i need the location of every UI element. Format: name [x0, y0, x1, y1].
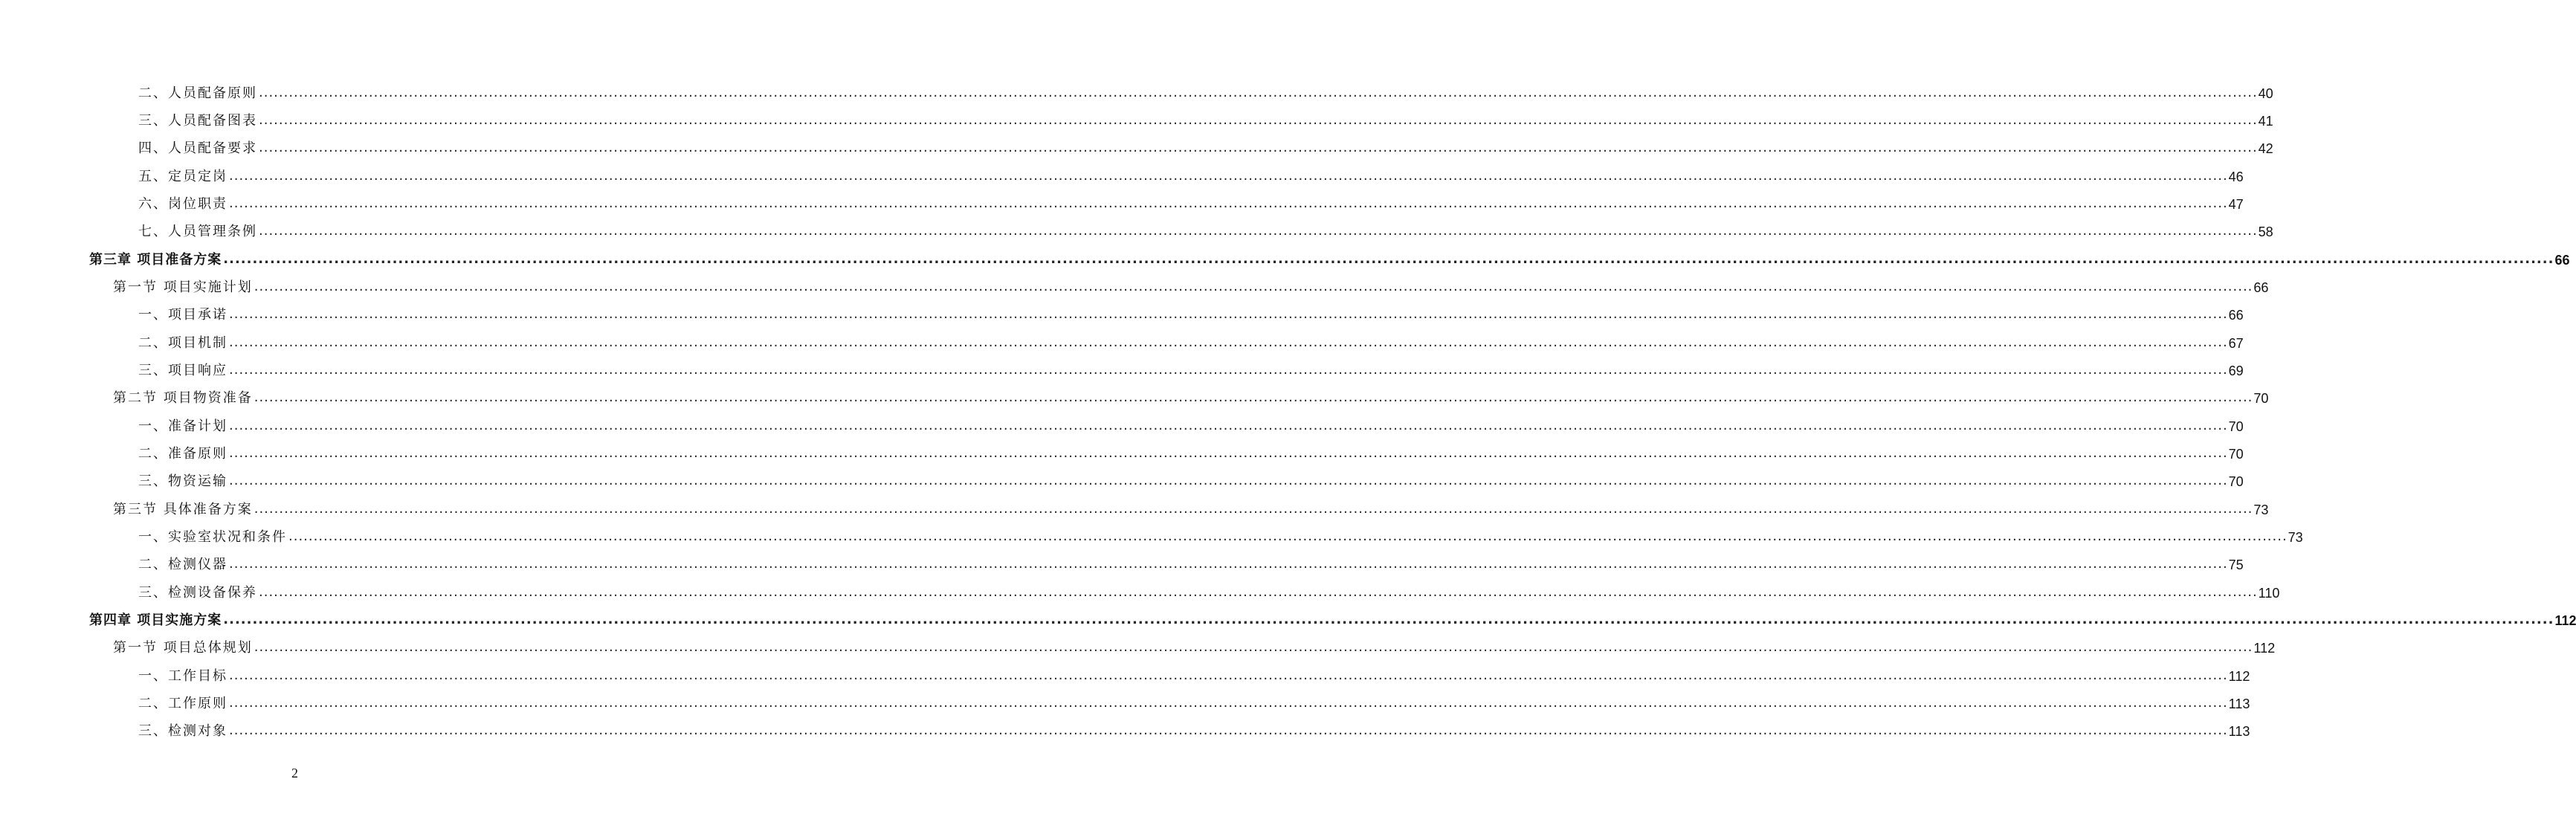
- toc-entry-label: 二、工作原则: [138, 696, 227, 711]
- toc-dot-leader: ................................................................................................................................................................................................................................................................................................................................................................................................................: [254, 279, 2253, 294]
- toc-entry-chapter[interactable]: [89, 241, 2570, 268]
- toc-entry-label: 一、项目承诺: [138, 307, 227, 323]
- toc-dot-leader: ................................................................................................................................................................................................................................................................................................................................................................................................................: [259, 140, 2258, 155]
- toc-entry-label: 四、人员配备要求: [138, 140, 257, 156]
- toc-entry-label: 三、物资运输: [138, 473, 227, 489]
- toc-entry-label: 三、项目响应: [138, 363, 227, 378]
- toc-entry-label: 二、项目机制: [138, 335, 227, 351]
- toc-entry-label: 六、岗位职责: [138, 196, 227, 212]
- toc-entry-page: 70: [2228, 447, 2244, 462]
- toc-dot-leader: ................................................................................................................................................................................................................................................................................................................................................................................................................: [229, 195, 2228, 211]
- toc-entry-subsection[interactable]: [138, 518, 2303, 546]
- toc-dot-leader: ................................................................................................................................................................................................................................................................................................................................................................................................................: [229, 695, 2228, 711]
- toc-entry-label: 二、准备原则: [138, 446, 227, 462]
- toc-entry-section[interactable]: [113, 491, 2269, 518]
- toc-entry-label: 第一节 项目实施计划: [113, 279, 253, 295]
- toc-entry-label: 一、实验室状况和条件: [138, 529, 287, 545]
- toc-entry-subsection[interactable]: [138, 462, 2244, 490]
- toc-entry-section[interactable]: [113, 379, 2269, 407]
- toc-dot-leader: ................................................................................................................................................................................................................................................................................................................................................................................................................: [229, 362, 2228, 378]
- toc-entry-page: 70: [2253, 391, 2269, 406]
- toc-dot-leader: ................................................................................................................................................................................................................................................................................................................................................................................................................: [259, 112, 2258, 128]
- toc-dot-leader: ................................................................................................................................................................................................................................................................................................................................................................................................................: [223, 251, 2554, 267]
- toc-entry-label: 一、工作目标: [138, 668, 227, 684]
- toc-entry-label: 三、检测设备保养: [138, 585, 257, 601]
- toc-dot-leader: ................................................................................................................................................................................................................................................................................................................................................................................................................: [229, 334, 2228, 350]
- toc-entry-label: 第三章 项目准备方案: [89, 252, 222, 268]
- toc-entry-page: 73: [2288, 530, 2303, 545]
- toc-entry-subsection[interactable]: [138, 129, 2273, 157]
- toc-entry-page: 46: [2228, 169, 2244, 184]
- toc-entry-subsection[interactable]: [138, 435, 2244, 462]
- toc-entry-subsection[interactable]: [138, 546, 2244, 573]
- toc-entry-chapter[interactable]: [89, 601, 2576, 629]
- toc-dot-leader: ................................................................................................................................................................................................................................................................................................................................................................................................................: [288, 528, 2288, 544]
- toc-dot-leader: ................................................................................................................................................................................................................................................................................................................................................................................................................: [223, 612, 2554, 627]
- toc-entry-label: 第二节 项目物资准备: [113, 390, 253, 406]
- toc-dot-leader: ................................................................................................................................................................................................................................................................................................................................................................................................................: [229, 168, 2228, 184]
- toc-entry-subsection[interactable]: [138, 185, 2244, 213]
- toc-dot-leader: ................................................................................................................................................................................................................................................................................................................................................................................................................: [229, 418, 2228, 433]
- toc-dot-leader: ................................................................................................................................................................................................................................................................................................................................................................................................................: [229, 556, 2228, 572]
- toc-entry-page: 40: [2258, 86, 2273, 101]
- toc-entry-subsection[interactable]: [138, 296, 2244, 323]
- toc-dot-leader: ................................................................................................................................................................................................................................................................................................................................................................................................................: [259, 223, 2258, 239]
- toc-dot-leader: ................................................................................................................................................................................................................................................................................................................................................................................................................: [229, 306, 2228, 322]
- toc-entry-label: 第三节 具体准备方案: [113, 502, 253, 517]
- toc-entry-page: 112: [2228, 669, 2250, 684]
- toc-dot-leader: ................................................................................................................................................................................................................................................................................................................................................................................................................: [229, 445, 2228, 461]
- toc-entry-page: 42: [2258, 141, 2273, 156]
- toc-entry-page: 113: [2228, 724, 2250, 739]
- toc-entry-page: 112: [2554, 613, 2576, 628]
- toc-entry-page: 70: [2228, 419, 2244, 434]
- toc-entry-subsection[interactable]: [138, 324, 2244, 352]
- toc-entry-page: 67: [2228, 336, 2244, 351]
- toc-entry-page: 58: [2258, 224, 2273, 239]
- toc-entry-label: 五、定员定岗: [138, 169, 227, 184]
- toc-entry-section[interactable]: [113, 268, 2269, 296]
- toc-entry-page: 66: [2554, 253, 2570, 268]
- toc-entry-page: 110: [2258, 586, 2280, 601]
- toc-entry-page: 66: [2253, 280, 2269, 295]
- toc-entry-page: 75: [2228, 557, 2244, 572]
- toc-entry-subsection[interactable]: [138, 102, 2273, 129]
- toc-dot-leader: ................................................................................................................................................................................................................................................................................................................................................................................................................: [229, 723, 2228, 738]
- toc-entry-label: 一、准备计划: [138, 418, 227, 434]
- toc-dot-leader: ................................................................................................................................................................................................................................................................................................................................................................................................................: [229, 667, 2228, 683]
- toc-entry-subsection[interactable]: [138, 685, 2250, 712]
- toc-entry-subsection[interactable]: [138, 712, 2250, 740]
- toc-entry-page: 66: [2228, 308, 2244, 323]
- toc-entry-label: 二、人员配备原则: [138, 85, 257, 101]
- toc-entry-page: 47: [2228, 197, 2244, 212]
- toc-dot-leader: ................................................................................................................................................................................................................................................................................................................................................................................................................: [254, 389, 2253, 405]
- toc-entry-subsection[interactable]: [138, 74, 2273, 102]
- toc-entry-subsection[interactable]: [138, 158, 2244, 185]
- page-number: 2: [291, 766, 298, 780]
- toc-entry-label: 三、人员配备图表: [138, 113, 257, 129]
- toc-entry-section[interactable]: [113, 629, 2276, 656]
- toc-entry-subsection[interactable]: [138, 213, 2273, 240]
- toc-dot-leader: ................................................................................................................................................................................................................................................................................................................................................................................................................: [229, 473, 2228, 488]
- toc-entry-page: 73: [2253, 502, 2269, 517]
- toc-entry-subsection[interactable]: [138, 657, 2250, 685]
- toc-entry-page: 113: [2228, 696, 2250, 711]
- toc-dot-leader: ................................................................................................................................................................................................................................................................................................................................................................................................................: [259, 85, 2258, 100]
- toc-entry-page: 41: [2258, 114, 2273, 129]
- toc-entry-page: 112: [2253, 641, 2276, 656]
- toc-entry-label: 七、人员管理条例: [138, 224, 257, 239]
- toc-entry-label: 第四章 项目实施方案: [89, 612, 222, 628]
- toc-dot-leader: ................................................................................................................................................................................................................................................................................................................................................................................................................: [254, 501, 2253, 517]
- toc-entry-label: 第一节 项目总体规划: [113, 640, 253, 656]
- toc-entry-subsection[interactable]: [138, 352, 2244, 379]
- toc-entry-label: 三、检测对象: [138, 723, 227, 739]
- toc-entry-subsection[interactable]: [138, 574, 2280, 601]
- toc-entry-label: 二、检测仪器: [138, 557, 227, 572]
- toc-entry-subsection[interactable]: [138, 407, 2244, 435]
- toc-dot-leader: ................................................................................................................................................................................................................................................................................................................................................................................................................: [254, 639, 2253, 655]
- toc-entry-page: 69: [2228, 363, 2244, 378]
- toc-dot-leader: ................................................................................................................................................................................................................................................................................................................................................................................................................: [259, 584, 2258, 600]
- toc-entry-page: 70: [2228, 474, 2244, 489]
